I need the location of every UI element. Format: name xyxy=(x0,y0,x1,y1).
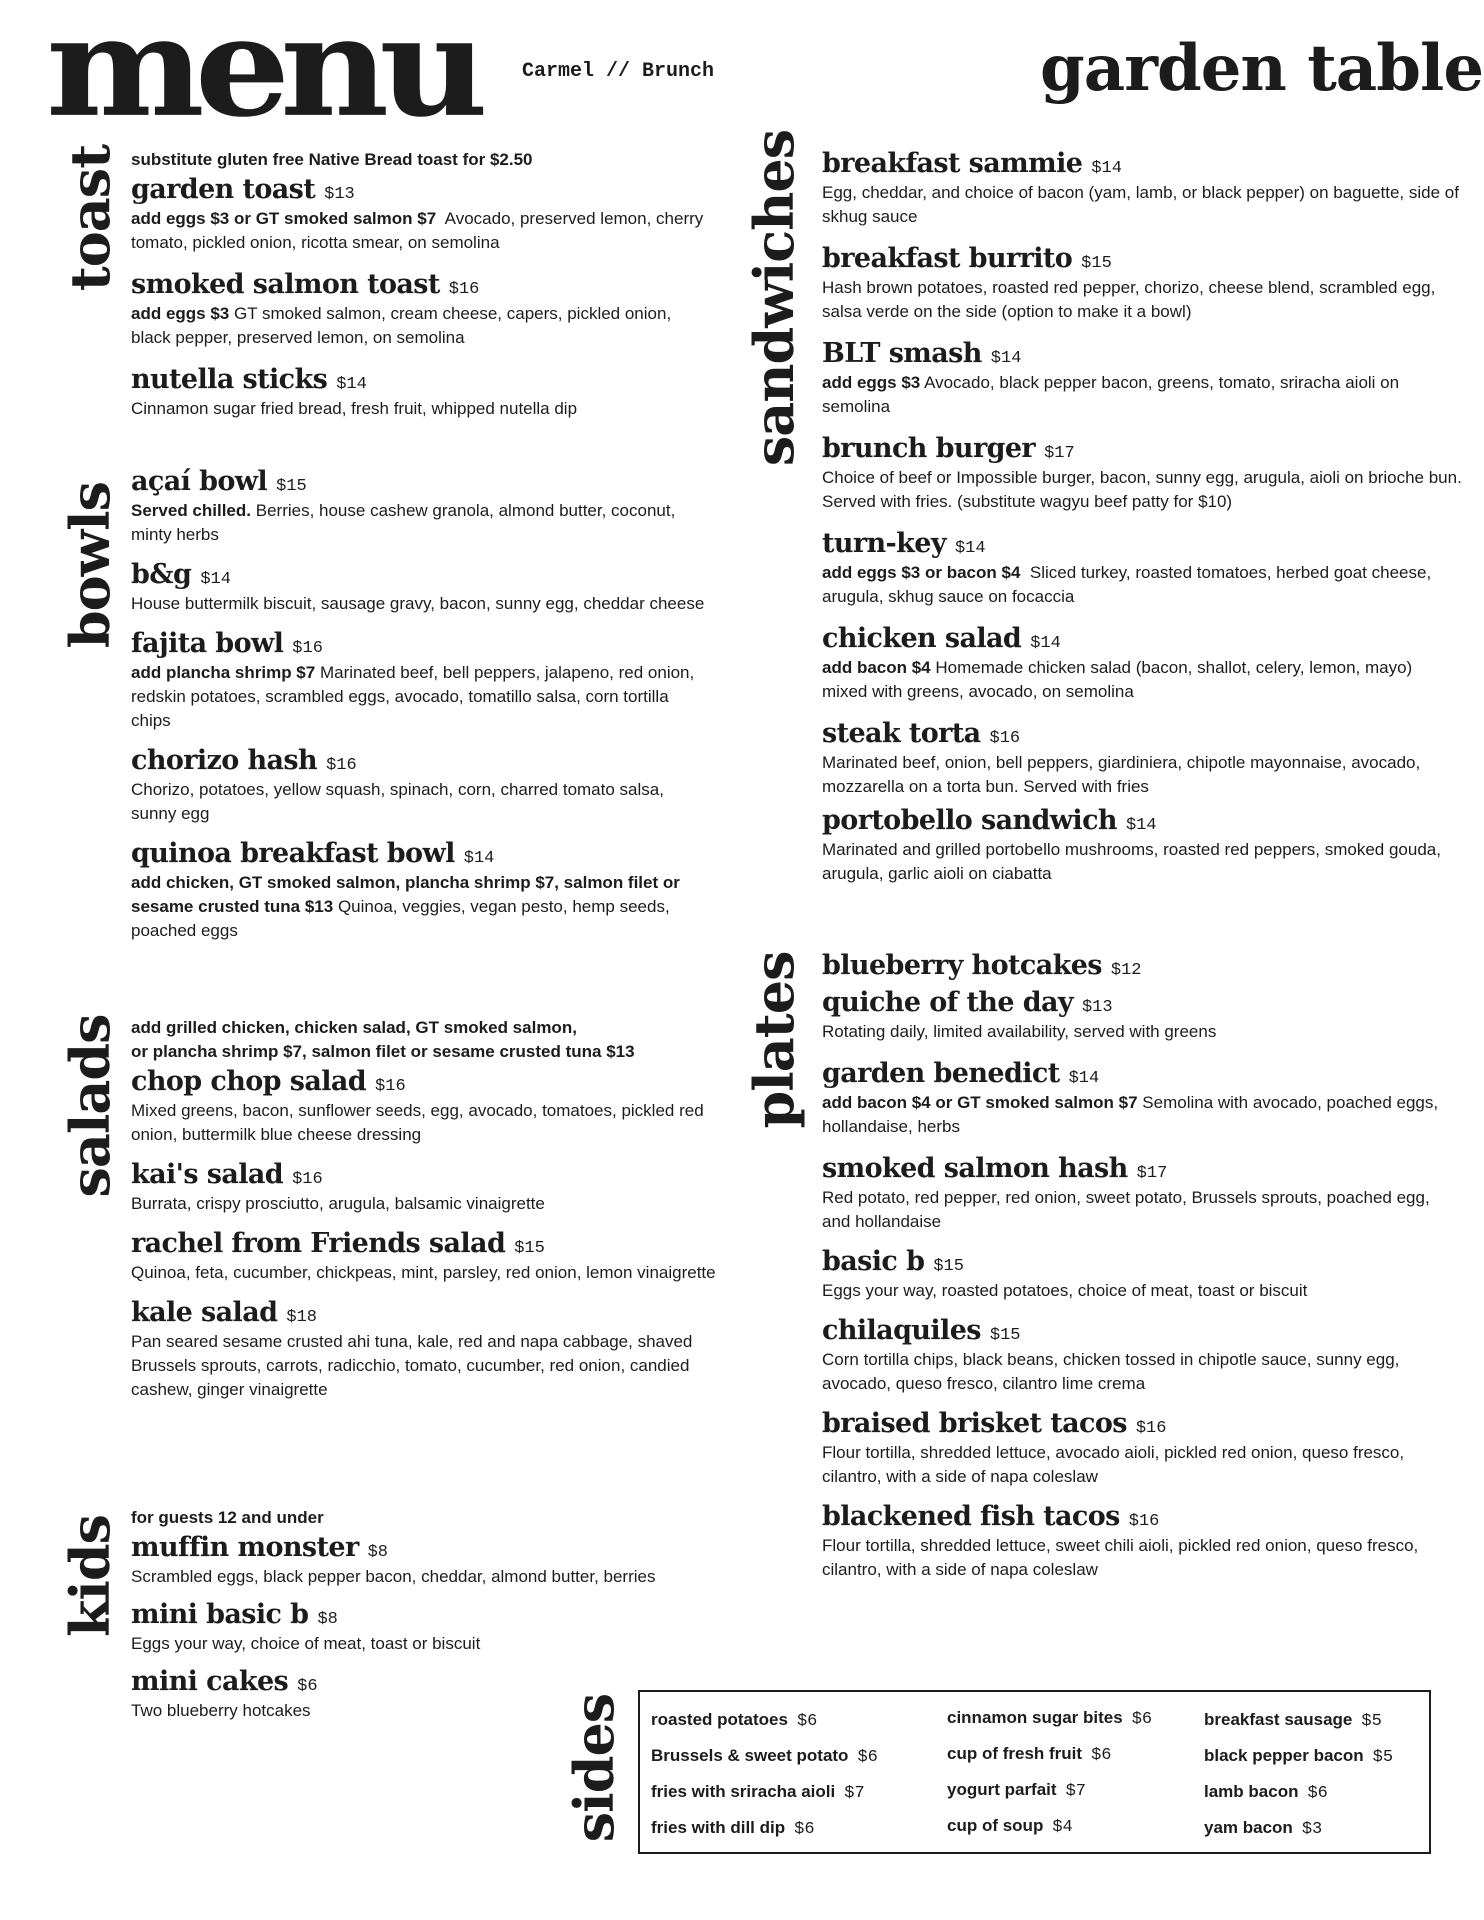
menu-item xyxy=(822,1153,1462,1234)
item-name: breakfast burrito xyxy=(822,243,1073,275)
item-description: Marinated beef, bell peppers, jalapeno, red onion, redskin potatoes, scrambled eggs, avocado, tomatillo salsa, corn tortilla chips xyxy=(131,663,695,731)
item-price: $16 xyxy=(989,729,1021,749)
kids-section xyxy=(131,1506,721,1723)
kids-note: for guests 12 and under xyxy=(131,1508,324,1527)
item-addon: add eggs $3 or GT smoked salmon $7 xyxy=(131,209,437,229)
item-addon: add eggs $3 or bacon $4 xyxy=(822,563,1021,583)
side-item: lamb bacon $6 xyxy=(1204,1782,1328,1803)
item-name: chicken salad xyxy=(822,623,1022,655)
menu-item xyxy=(131,628,711,733)
item-price: $16 xyxy=(1135,1419,1167,1439)
menu-item xyxy=(822,1315,1462,1396)
item-name: quiche of the day xyxy=(822,987,1073,1019)
item-price: $17 xyxy=(1136,1164,1168,1184)
item-price: $8 xyxy=(367,1543,389,1562)
side-item: cup of fresh fruit $6 xyxy=(947,1744,1112,1765)
item-name: blackened fish tacos xyxy=(822,1501,1120,1533)
toast-note: substitute gluten free Native Bread toast for $2.50 xyxy=(131,150,533,169)
section-label-salads: salads xyxy=(58,1014,122,1198)
item-price: $13 xyxy=(1081,998,1113,1018)
menu-item xyxy=(131,1159,721,1216)
item-description: Quinoa, veggies, vegan pesto, hemp seeds, poached eggs xyxy=(131,897,670,941)
item-description: Avocado, preserved lemon, cherry tomato, pickled onion, ricotta smear, on semolina xyxy=(131,209,704,253)
section-label-plates: plates xyxy=(742,951,806,1129)
salads-note-line-1: add grilled chicken, chicken salad, GT smoked salmon, xyxy=(131,1018,577,1037)
item-description: Egg, cheddar, and choice of bacon (yam, lamb, or black pepper) on baguette, side of skhug sauce xyxy=(822,183,1459,227)
item-price: $8 xyxy=(317,1610,338,1630)
side-item: black pepper bacon $5 xyxy=(1204,1746,1394,1767)
menu-item xyxy=(822,950,1462,981)
side-item: breakfast sausage $5 xyxy=(1204,1710,1382,1731)
item-description: Flour tortilla, shredded lettuce, sweet chili aioli, pickled red onion, queso fresco, cilantro, with a side of napa coleslaw xyxy=(822,1536,1419,1580)
item-description: Mixed greens, bacon, sunflower seeds, egg, avocado, tomatoes, pickled red onion, buttermilk blue cheese dressing xyxy=(131,1101,704,1145)
item-description: Eggs your way, roasted potatoes, choice of meat, toast or biscuit xyxy=(822,1281,1308,1301)
item-addon: add eggs $3 xyxy=(131,304,230,324)
item-name: BLT smash xyxy=(822,338,982,370)
item-price: $14 xyxy=(1125,816,1157,836)
menu-item xyxy=(822,805,1462,886)
item-price: $16 xyxy=(448,280,480,300)
item-price: $17 xyxy=(1044,444,1075,464)
menu-item xyxy=(822,623,1462,704)
item-name: mini cakes xyxy=(131,1666,289,1698)
item-price: $13 xyxy=(324,185,355,204)
item-name: breakfast sammie xyxy=(822,148,1083,179)
item-price: $12 xyxy=(1110,961,1142,980)
item-addon: add chicken, GT smoked salmon, plancha shrimp $7, salmon filet or sesame crusted tuna $13 xyxy=(131,873,680,917)
menu-item xyxy=(822,148,1462,229)
item-price: $15 xyxy=(1081,254,1112,274)
item-name: açaí bowl xyxy=(131,466,268,497)
item-description: GT smoked salmon, cream cheese, capers, pickled onion, black pepper, preserved lemon, on semolina xyxy=(131,304,672,348)
item-description: Rotating daily, limited availability, served with greens xyxy=(822,1022,1217,1042)
item-name: muffin monster xyxy=(131,1532,359,1563)
item-name: chilaquiles xyxy=(822,1315,981,1347)
item-addon: add eggs $3 xyxy=(822,373,921,393)
menu-title: menu xyxy=(46,0,479,148)
brand-name: garden table xyxy=(1040,31,1484,106)
section-label-toast: toast xyxy=(58,144,122,292)
menu-item xyxy=(822,718,1462,799)
section-label-sandwiches: sandwiches xyxy=(742,129,806,467)
sandwiches-section xyxy=(822,148,1462,886)
item-description: Burrata, crispy prosciutto, arugula, balsamic vinaigrette xyxy=(131,1194,545,1214)
salads-section xyxy=(131,1016,721,1402)
plates-section xyxy=(822,950,1462,1582)
menu-item xyxy=(131,838,711,943)
menu-item xyxy=(131,1228,721,1285)
menu-item xyxy=(822,433,1462,514)
item-description: Chorizo, potatoes, yellow squash, spinach, corn, charred tomato salsa, sunny egg xyxy=(131,780,664,824)
item-description: Flour tortilla, shredded lettuce, avocado aioli, pickled red onion, queso fresco, cilantro, with a side of napa coleslaw xyxy=(822,1443,1405,1487)
item-description: Two blueberry hotcakes xyxy=(131,1701,311,1721)
item-price: $14 xyxy=(990,349,1022,369)
item-price: $16 xyxy=(292,1170,323,1190)
menu-item xyxy=(822,987,1462,1044)
item-name: rachel from Friends salad xyxy=(131,1228,506,1260)
item-description: Sliced turkey, roasted tomatoes, herbed goat cheese, arugula, skhug sauce on focaccia xyxy=(822,563,1432,607)
menu-item xyxy=(822,1058,1462,1139)
side-item: fries with dill dip $6 xyxy=(651,1818,815,1839)
item-description: House buttermilk biscuit, sausage gravy, bacon, sunny egg, cheddar cheese xyxy=(131,594,705,614)
item-name: portobello sandwich xyxy=(822,805,1117,837)
item-price: $14 xyxy=(1030,634,1061,654)
section-label-kids: kids xyxy=(58,1514,122,1638)
side-item: cinnamon sugar bites $6 xyxy=(947,1708,1153,1729)
side-item: fries with sriracha aioli $7 xyxy=(651,1782,865,1803)
item-name: basic b xyxy=(822,1246,925,1278)
item-price: $16 xyxy=(375,1077,406,1096)
item-description: Marinated beef, onion, bell peppers, giardiniera, chipotle mayonnaise, avocado, mozzarella on a torta bun. Served with fries xyxy=(822,753,1421,797)
item-name: garden benedict xyxy=(822,1058,1060,1090)
item-price: $14 xyxy=(336,375,367,395)
side-item: cup of soup $4 xyxy=(947,1816,1073,1837)
item-description: Corn tortilla chips, black beans, chicken tossed in chipotle sauce, sunny egg, avocado, queso fresco, cilantro lime crema xyxy=(822,1350,1400,1394)
menu-item xyxy=(131,174,711,255)
menu-item xyxy=(131,364,711,421)
item-addon: add bacon $4 or GT smoked salmon $7 xyxy=(822,1093,1138,1113)
salads-note-line-2: or plancha shrimp $7, salmon filet or sesame crusted tuna $13 xyxy=(131,1042,635,1061)
item-description: Homemade chicken salad (bacon, shallot, celery, lemon, mayo) mixed with greens, avocado, on semolina xyxy=(822,658,1413,702)
item-name: smoked salmon hash xyxy=(822,1153,1128,1185)
item-name: brunch burger xyxy=(822,433,1036,465)
item-price: $16 xyxy=(1128,1512,1160,1532)
item-name: chop chop salad xyxy=(131,1066,367,1097)
item-description: Berries, house cashew granola, almond butter, coconut, minty herbs xyxy=(131,501,676,545)
menu-item xyxy=(131,1532,721,1589)
item-price: $16 xyxy=(292,639,323,659)
item-description: Quinoa, feta, cucumber, chickpeas, mint, parsley, red onion, lemon vinaigrette xyxy=(131,1263,716,1283)
menu-item xyxy=(822,528,1462,609)
item-addon: add plancha shrimp $7 xyxy=(131,663,316,683)
item-price: $14 xyxy=(200,570,231,590)
location-label: Carmel // Brunch xyxy=(522,60,715,83)
item-description: Pan seared sesame crusted ahi tuna, kale, red and napa cabbage, shaved Brussels sprouts, carrots, radicchio, tomato, cucumber, red onion, candied cashew, ginger vinaigrette xyxy=(131,1332,693,1400)
toast-section xyxy=(131,148,711,421)
item-name: turn-key xyxy=(822,528,946,560)
menu-item xyxy=(131,745,711,826)
item-addon: add bacon $4 xyxy=(822,658,931,678)
item-name: garden toast xyxy=(131,174,316,205)
item-description: Cinnamon sugar fried bread, fresh fruit, whipped nutella dip xyxy=(131,399,578,419)
menu-item xyxy=(131,1666,721,1723)
menu-item xyxy=(131,559,711,616)
item-price: $6 xyxy=(297,1677,318,1697)
menu-item xyxy=(822,243,1462,324)
section-label-sides: sides xyxy=(562,1693,626,1843)
item-name: braised brisket tacos xyxy=(822,1408,1127,1440)
item-name: nutella sticks xyxy=(131,364,328,396)
side-item: yam bacon $3 xyxy=(1204,1818,1323,1839)
item-description: Scrambled eggs, black pepper bacon, cheddar, almond butter, berries xyxy=(131,1567,656,1587)
menu-item xyxy=(131,269,711,350)
item-description: Semolina with avocado, poached eggs, hollandaise, herbs xyxy=(822,1093,1439,1137)
item-name: b&g xyxy=(131,559,192,591)
item-description: Red potato, red pepper, red onion, sweet potato, Brussels sprouts, poached egg, and hollandaise xyxy=(822,1188,1430,1232)
item-name: kai's salad xyxy=(131,1159,284,1191)
bowls-section xyxy=(131,466,711,943)
item-name: blueberry hotcakes xyxy=(822,950,1102,981)
item-name: mini basic b xyxy=(131,1599,309,1631)
item-price: $14 xyxy=(463,849,495,869)
side-item: roasted potatoes $6 xyxy=(651,1710,818,1731)
item-description: Marinated and grilled portobello mushrooms, roasted red peppers, smoked gouda, arugula, garlic aioli on ciabatta xyxy=(822,840,1441,884)
item-description: Avocado, black pepper bacon, greens, tomato, sriracha aioli on semolina xyxy=(822,373,1400,417)
side-item: Brussels & sweet potato $6 xyxy=(651,1746,878,1767)
item-name: fajita bowl xyxy=(131,628,284,660)
item-price: $15 xyxy=(989,1326,1021,1346)
side-item: yogurt parfait $7 xyxy=(947,1780,1086,1801)
item-addon: Served chilled. xyxy=(131,501,251,521)
item-price: $14 xyxy=(1091,159,1122,178)
item-description: Choice of beef or Impossible burger, bacon, sunny egg, arugula, aioli on brioche bun. Served with fries. (substitute wagyu beef patty for $10) xyxy=(822,468,1462,512)
item-price: $14 xyxy=(1068,1069,1100,1089)
menu-item xyxy=(822,338,1462,419)
menu-item xyxy=(131,1599,721,1656)
item-name: kale salad xyxy=(131,1297,278,1329)
item-name: chorizo hash xyxy=(131,745,318,777)
menu-item xyxy=(131,1066,721,1147)
item-price: $15 xyxy=(276,477,307,496)
item-price: $15 xyxy=(933,1257,964,1277)
item-price: $15 xyxy=(514,1239,545,1259)
item-price: $14 xyxy=(954,539,986,559)
item-name: smoked salmon toast xyxy=(131,269,440,301)
item-description: Eggs your way, choice of meat, toast or biscuit xyxy=(131,1634,481,1654)
menu-item xyxy=(822,1246,1462,1303)
menu-item xyxy=(131,1297,721,1402)
section-label-bowls: bowls xyxy=(58,481,122,649)
menu-item xyxy=(822,1408,1462,1489)
item-description: Hash brown potatoes, roasted red pepper, chorizo, cheese blend, scrambled egg, salsa verde on the side (option to make it a bowl) xyxy=(822,278,1436,322)
item-price: $16 xyxy=(326,756,357,776)
item-price: $18 xyxy=(286,1308,317,1328)
item-name: steak torta xyxy=(822,718,981,750)
item-name: quinoa breakfast bowl xyxy=(131,838,455,870)
sides-box xyxy=(638,1690,1431,1854)
menu-item xyxy=(822,1501,1462,1582)
menu-item xyxy=(131,466,711,547)
